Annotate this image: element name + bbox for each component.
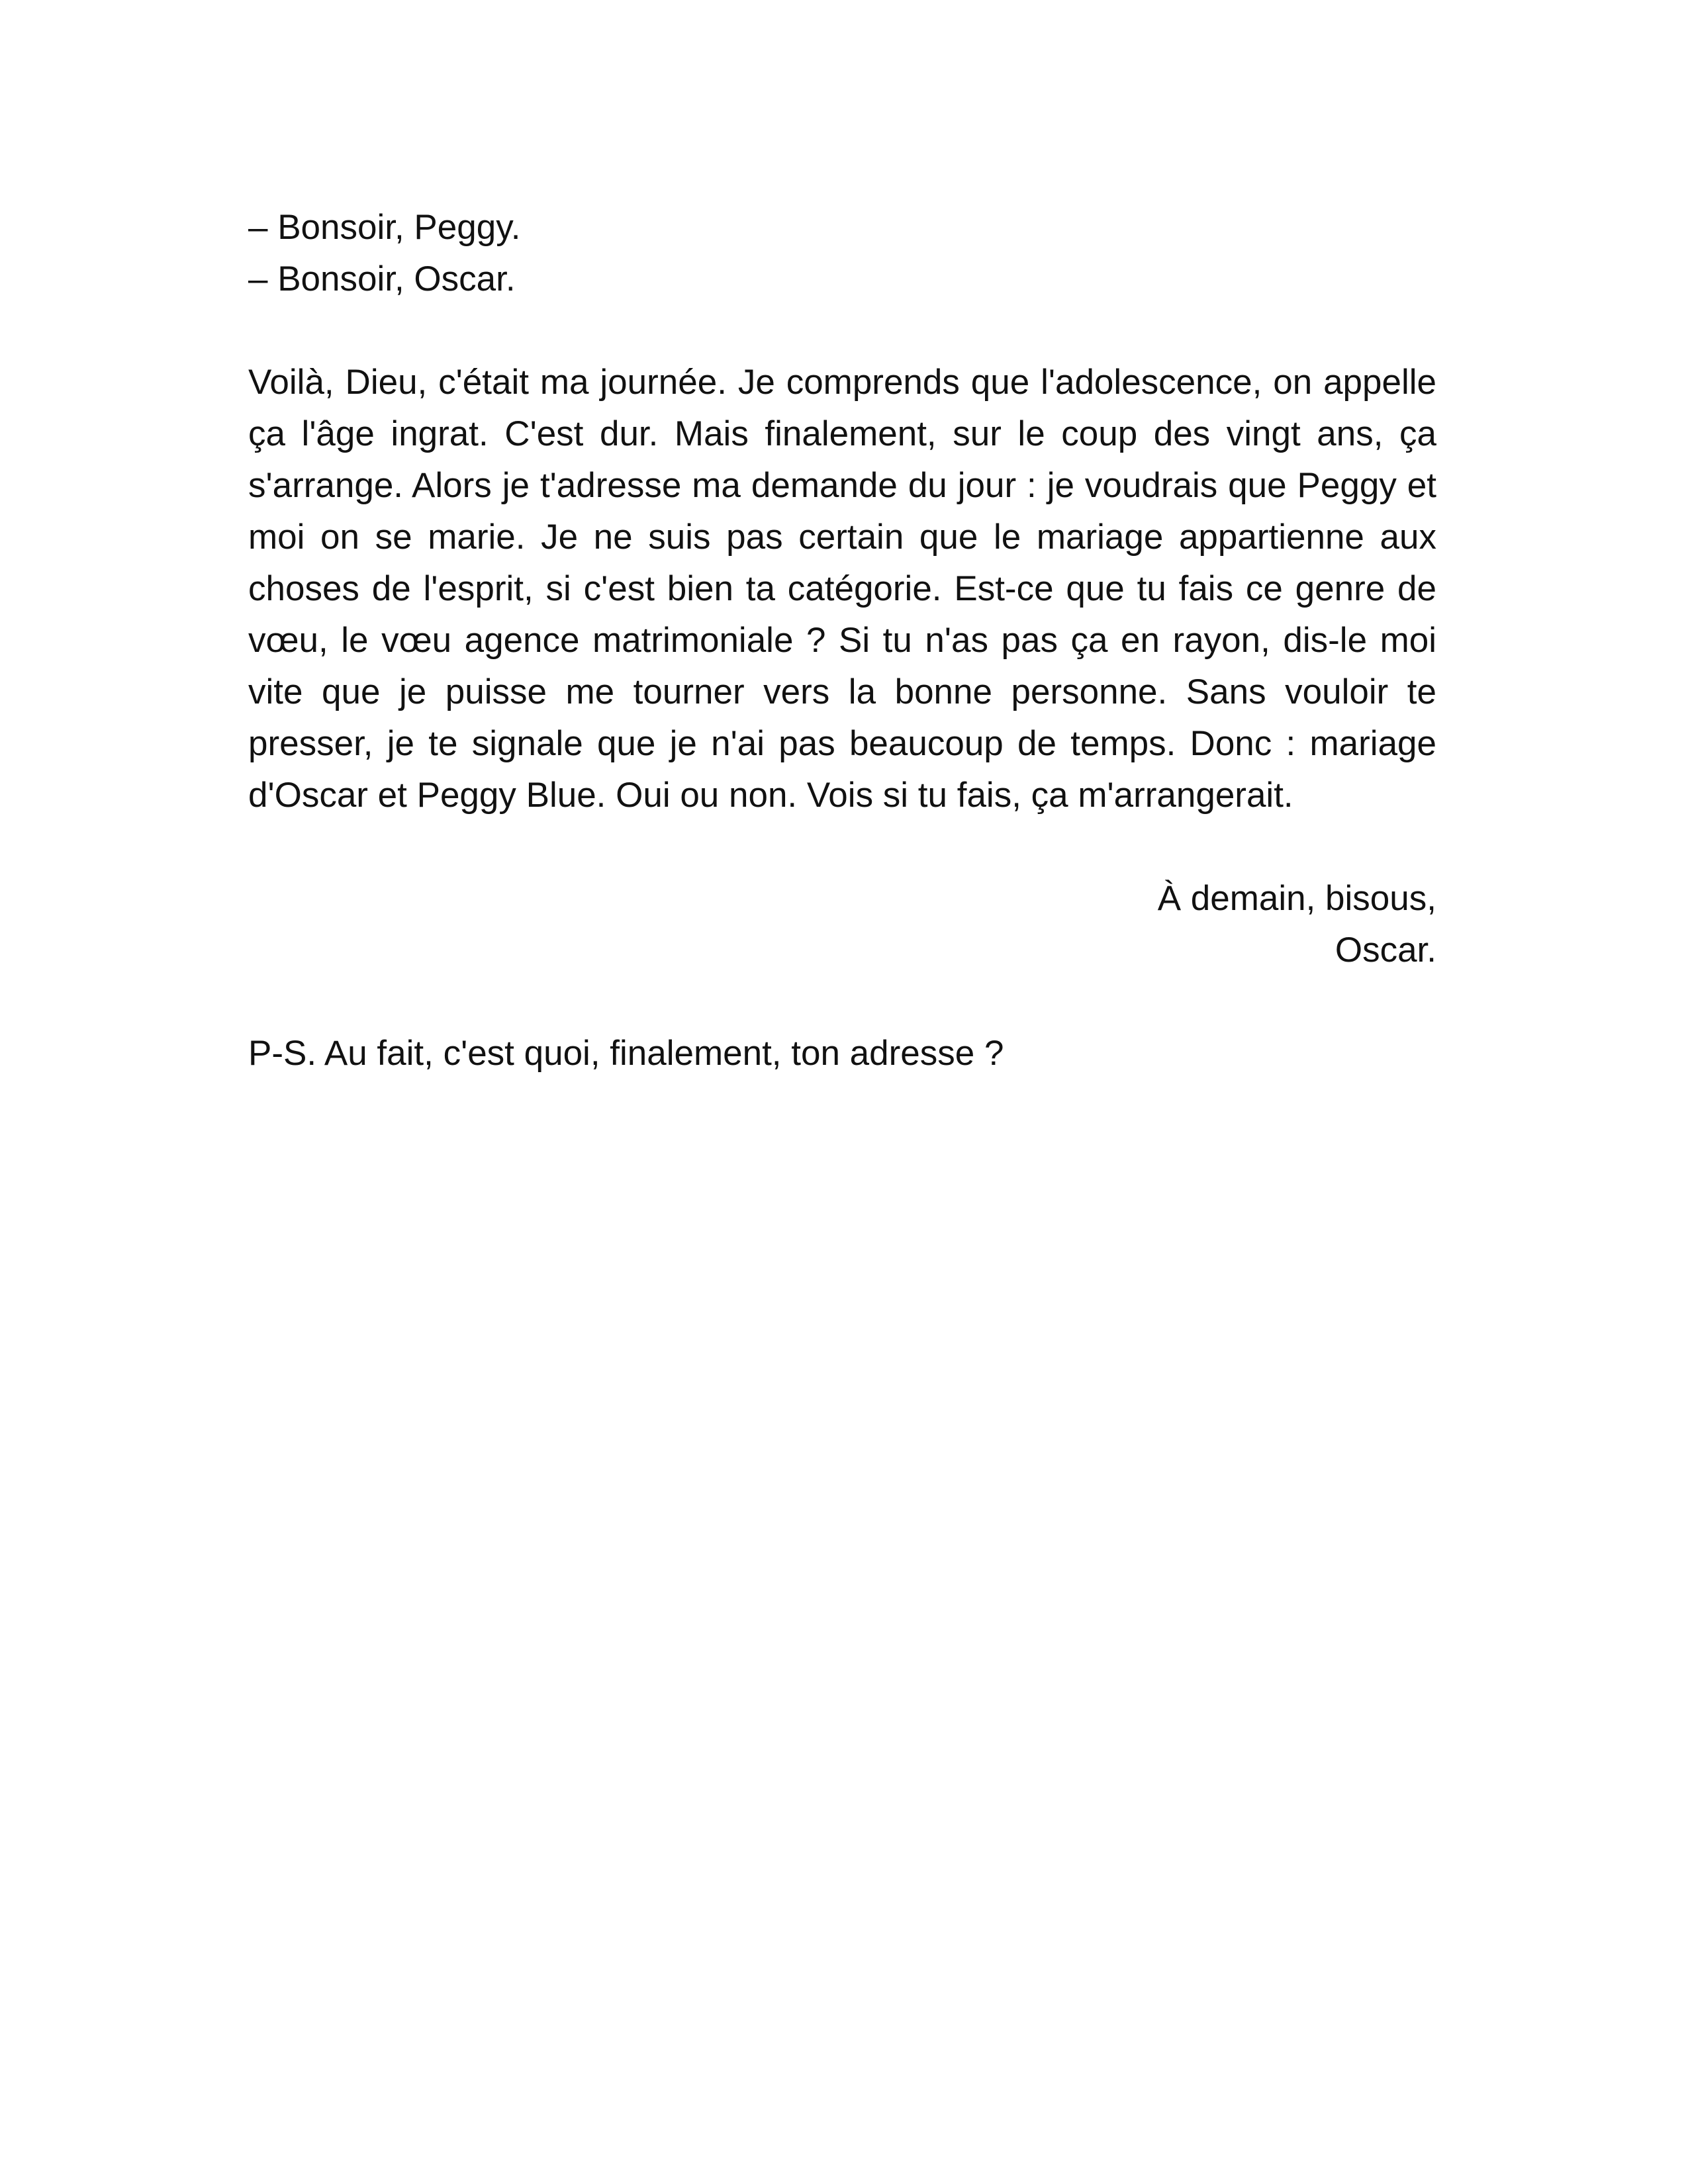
dialogue-line-peggy: – Bonsoir, Peggy. [248,208,521,247]
postscript: P-S. Au fait, c'est quoi, finalement, ton adresse ? [248,1034,1004,1073]
letter-body-paragraph: Voilà, Dieu, c'était ma journée. Je comprends que l'adolescence, on appelle ça l'âge ingrat. C'est dur. Mais finalement, sur le coup des vingt ans, ça s'arrange. Alors je t'adresse ma demande du jour : je voudrais que Peggy et moi on se marie. Je ne suis pas certain que le mariage appartienne aux choses de l'esprit, si c'est bien ta catégorie. Est-ce que tu fais ce genre de vœu, le vœu agence matrimoniale ? Si tu n'as pas ça en rayon, dis-le moi vite que je puisse me tourner vers la bonne personne. Sans vouloir te presser, je te signale que je n'ai pas beaucoup de temps. Donc : mariage d'Oscar et Peggy Blue. Oui ou non. Vois si tu fais, ça m'arrangerait. [248,363,1436,815]
dialogue-line-oscar: – Bonsoir, Oscar. [248,259,516,298]
letter-content [248,202,1436,1079]
signature-closing: À demain, bisous, [1157,879,1436,918]
signature-block [248,873,1436,976]
signature-name: Oscar. [1335,931,1436,970]
